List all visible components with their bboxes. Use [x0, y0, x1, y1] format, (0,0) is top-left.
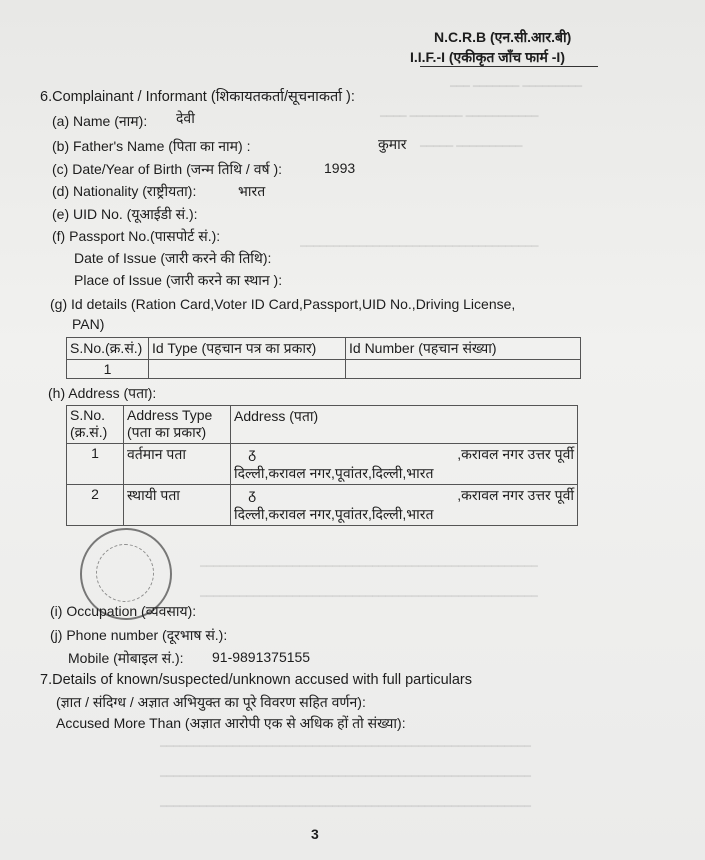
stamp-inner-ring: [96, 544, 154, 602]
passport-issue-place: Place of Issue (जारी करने का स्थान ):: [74, 272, 283, 288]
section-6-title: 6.Complainant / Informant (शिकायतकर्ता/सूचनाकर्ता ):: [40, 89, 355, 105]
id-table-cell-type: [149, 360, 346, 379]
address-header-address-label: Address (पता): [234, 408, 319, 424]
address-cell-address: [231, 485, 578, 526]
header-form-name: I.I.F.-I (एकीकृत जाँच फार्म -I): [410, 49, 565, 65]
address-cell-sno: 2: [67, 485, 124, 526]
address-cell-address: [231, 444, 578, 485]
table-header-row: [67, 406, 578, 444]
id-details-table: [66, 337, 581, 379]
name-label: (a) Name (नाम):: [52, 113, 148, 129]
address-header-type-hi: (पता का प्रकार): [127, 424, 207, 440]
accused-more-than-label: Accused More Than (अज्ञात आरोपी एक से अधिक हों तो संख्या):: [56, 715, 406, 731]
id-details-label-cont: PAN): [72, 316, 105, 332]
mobile-value: 91-9891375155: [212, 649, 311, 665]
passport-issue-date: Date of Issue (जारी करने की तिथि):: [74, 250, 272, 266]
address-line-2: दिल्ली,करावल नगर,पूवांतर,दिल्ली,भारत: [234, 465, 434, 481]
id-table-header-sno: S.No.(क्र.सं.): [67, 338, 149, 360]
bleed-through-text: ━━━━━━━━━━━━━━━━━━━━━━━━━━━━━━━━━━━━━━━━━━━━━━━━━━━: [200, 591, 538, 603]
dob-value: 1993: [324, 160, 356, 176]
address-label: (h) Address (पता):: [48, 385, 157, 401]
father-name-value: कुमार: [378, 136, 407, 152]
bleed-through-text: ━━━━━━━━━━━━━━━━━━━━━━━━━━━━━━━━━━━━━━━━━━━━━━━━━━━━━━━━: [160, 741, 531, 753]
uid-label: (e) UID No. (यूआईडी सं.):: [52, 206, 198, 222]
bleed-through-text: ━━━ ━━━━━━━ ━━━━━━━━━: [450, 81, 582, 93]
id-table-header-number: Id Number (पहचान संख्या): [346, 338, 581, 360]
name-value: देवी: [176, 110, 195, 126]
address-header-type: [124, 406, 231, 444]
table-header-row: [67, 338, 581, 360]
phone-label: (j) Phone number (दूरभाष सं.):: [50, 627, 228, 643]
table-row: [67, 360, 581, 379]
bleed-through-text: ━━━━━━━━━━━━━━━━━━━━━━━━━━━━━━━━━━━━━━━━━━━━━━━━━━━━━━━━: [160, 801, 531, 813]
id-table-cell-sno: 1: [67, 360, 149, 379]
mobile-label: Mobile (मोबाइल सं.):: [68, 650, 184, 666]
nationality-value: भारत: [238, 183, 266, 199]
father-name-label: (b) Father's Name (पिता का नाम) :: [52, 138, 251, 154]
bleed-through-text: ━━━━━━━━━━━━━━━━━━━━━━━━━━━━━━━━━━━━: [300, 241, 539, 253]
nationality-label: (d) Nationality (राष्ट्रीयता):: [52, 183, 197, 199]
table-row: [67, 444, 578, 485]
bleed-through-text: ━━━━ ━━━━━━━━ ━━━━━━━━━━━: [380, 111, 539, 123]
bleed-through-text: ━━━━━━━━━━━━━━━━━━━━━━━━━━━━━━━━━━━━━━━━━━━━━━━━━━━━━━━━: [160, 771, 531, 783]
address-cell-type: स्थायी पता: [124, 485, 231, 526]
id-details-label: (g) Id details (Ration Card,Voter ID Card,Passport,UID No.,Driving License,: [50, 296, 516, 312]
address-header-sno-hi: (क्र.सं.): [70, 424, 108, 440]
address-table: [66, 405, 578, 526]
bleed-through-text: ━━━━━ ━━━━━━━━━━: [420, 141, 523, 153]
id-table-cell-number: [346, 360, 581, 379]
address-header-address: [231, 406, 578, 444]
header-ncrb: N.C.R.B (एन.सी.आर.बी): [434, 29, 572, 45]
address-header-type-en: Address Type: [127, 407, 213, 423]
section-7-subtitle: (ज्ञात / संदिग्ध / अज्ञात अभियुक्त का पूरे विवरण सहित वर्णन):: [56, 694, 366, 710]
dob-label: (c) Date/Year of Birth (जन्म तिथि / वर्ष ):: [52, 161, 283, 177]
address-line-2: दिल्ली,करावल नगर,पूवांतर,दिल्ली,भारत: [234, 506, 434, 522]
bleed-through-text: ━━━━━━━━━━━━━━━━━━━━━━━━━━━━━━━━━━━━━━━━━━━━━━━━━━━: [200, 561, 538, 573]
address-cell-sno: 1: [67, 444, 124, 485]
page-number: 3: [311, 826, 319, 842]
address-cell-type: वर्तमान पता: [124, 444, 231, 485]
table-row: [67, 485, 578, 526]
id-table-header-type: Id Type (पहचान पत्र का प्रकार): [149, 338, 346, 360]
passport-label: (f) Passport No.(पासपोर्ट सं.):: [52, 228, 221, 244]
occupation-label: (i) Occupation (व्यवसाय):: [50, 603, 197, 619]
section-7-title: 7.Details of known/suspected/unknown accused with full particulars: [40, 672, 473, 688]
address-header-sno: [67, 406, 124, 444]
address-line-1: ᵹ ,करावल नगर उत्तर पूर्वी: [248, 445, 574, 462]
address-header-sno-en: S.No.: [70, 407, 106, 423]
address-line-1: ᵹ ,करावल नगर उत्तर पूर्वी: [248, 486, 574, 503]
header-underline: [420, 66, 598, 67]
